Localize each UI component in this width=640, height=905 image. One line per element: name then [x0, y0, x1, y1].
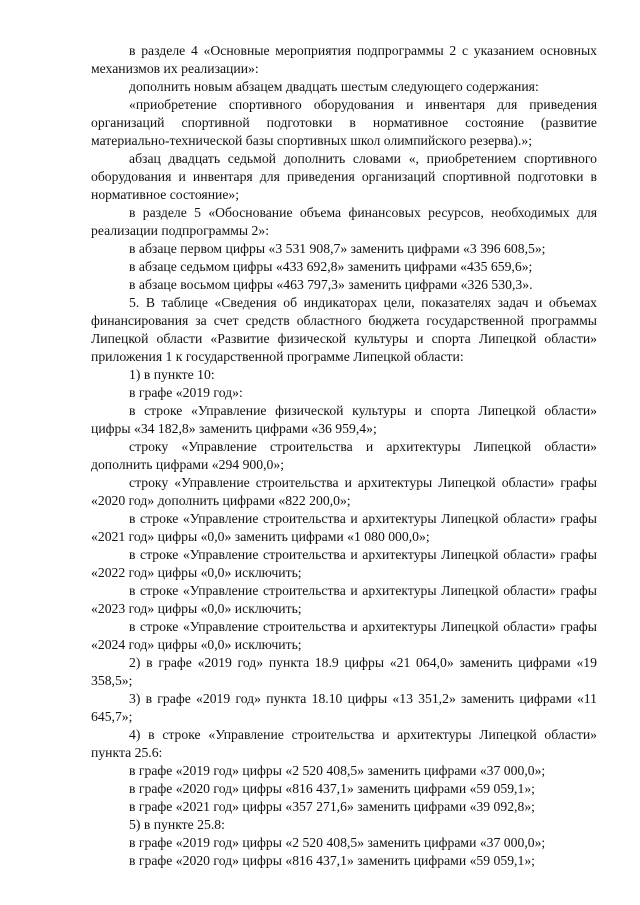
paragraph-subitem-2: 2) в графе «2019 год» пункта 18.9 цифры «21 064,0» заменить цифрами «19 358,5»;	[91, 655, 597, 688]
paragraph-quoted-text: «приобретение спортивного оборудования и инвентаря для приведения организаций спортивной подготовки в нормативное состояние (развитие материально-технической базы спортивных школ олимпийского резерва).»;	[91, 97, 597, 148]
paragraph-abzac-8-figures: в абзаце восьмом цифры «463 797,3» заменить цифрами «326 530,3».	[129, 277, 533, 292]
paragraph-abzac-7-figures: в абзаце седьмом цифры «433 692,8» заменить цифрами «435 659,6»;	[129, 259, 533, 274]
paragraph-25-6-2020: в графе «2020 год» цифры «816 437,1» заменить цифрами «59 059,1»;	[129, 781, 535, 796]
paragraph-25-8-2019: в графе «2019 год» цифры «2 520 408,5» заменить цифрами «37 000,0»;	[129, 835, 546, 850]
paragraph-25-6-2019: в графе «2019 год» цифры «2 520 408,5» заменить цифрами «37 000,0»;	[129, 763, 546, 778]
paragraph-subitem-3: 3) в графе «2019 год» пункта 18.10 цифры «13 351,2» заменить цифрами «11 645,7»;	[91, 691, 597, 724]
paragraph-row-construction-2021: в строке «Управление строительства и архитектуры Липецкой области» графы «2021 год» цифры «0,0» заменить цифрами «1 080 000,0»;	[91, 511, 597, 544]
paragraph-row-sport-dept: в строке «Управление физической культуры и спорта Липецкой области» цифры «34 182,8» заменить цифрами «36 959,4»;	[91, 403, 597, 436]
paragraph-item-5-table: 5. В таблице «Сведения об индикаторах цели, показателях задач и объемах финансирования за счет средств областного бюджета государственной программы Липецкой области «Развитие физической культуры и спорта Липецкой области» приложения 1 к государственной программе Липецкой области:	[91, 295, 597, 364]
paragraph-row-construction-2019: строку «Управление строительства и архитектуры Липецкой области» дополнить цифрами «294 900,0»;	[91, 439, 597, 472]
paragraph-subitem-4: 4) в строке «Управление строительства и архитектуры Липецкой области» пункта 25.6:	[91, 727, 597, 760]
paragraph-abzac-1-figures: в абзаце первом цифры «3 531 908,7» заменить цифрами «3 396 608,5»;	[129, 241, 546, 256]
paragraph-row-construction-2020: строку «Управление строительства и архитектуры Липецкой области» графы «2020 год» дополнить цифрами «822 200,0»;	[91, 475, 597, 508]
paragraph-row-construction-2024: в строке «Управление строительства и архитектуры Липецкой области» графы «2024 год» цифры «0,0» исключить;	[91, 619, 597, 652]
paragraph-row-construction-2022: в строке «Управление строительства и архитектуры Липецкой области» графы «2022 год» цифры «0,0» исключить;	[91, 547, 597, 580]
paragraph-row-construction-2023: в строке «Управление строительства и архитектуры Липецкой области» графы «2023 год» цифры «0,0» исключить;	[91, 583, 597, 616]
paragraph-25-6-2021: в графе «2021 год» цифры «357 271,6» заменить цифрами «39 092,8»;	[129, 799, 535, 814]
paragraph-subitem-5: 5) в пункте 25.8:	[129, 817, 225, 832]
paragraph-section-4-heading: в разделе 4 «Основные мероприятия подпрограммы 2 с указанием основных механизмов их реализации»:	[91, 43, 597, 76]
paragraph-column-2019: в графе «2019 год»:	[129, 385, 243, 400]
paragraph-subitem-1: 1) в пункте 10:	[129, 367, 215, 382]
paragraph-section-5-heading: в разделе 5 «Обоснование объема финансовых ресурсов, необходимых для реализации подпрограммы 2»:	[91, 205, 597, 238]
paragraph-abzac-27: абзац двадцать седьмой дополнить словами «, приобретением спортивного оборудования и инвентаря для приведения организаций спортивной подготовки в нормативное состояние»;	[91, 151, 597, 202]
paragraph-25-8-2020: в графе «2020 год» цифры «816 437,1» заменить цифрами «59 059,1»;	[129, 853, 535, 868]
paragraph-add-abzac-26: дополнить новым абзацем двадцать шестым следующего содержания:	[129, 79, 539, 94]
document-body	[91, 42, 597, 870]
